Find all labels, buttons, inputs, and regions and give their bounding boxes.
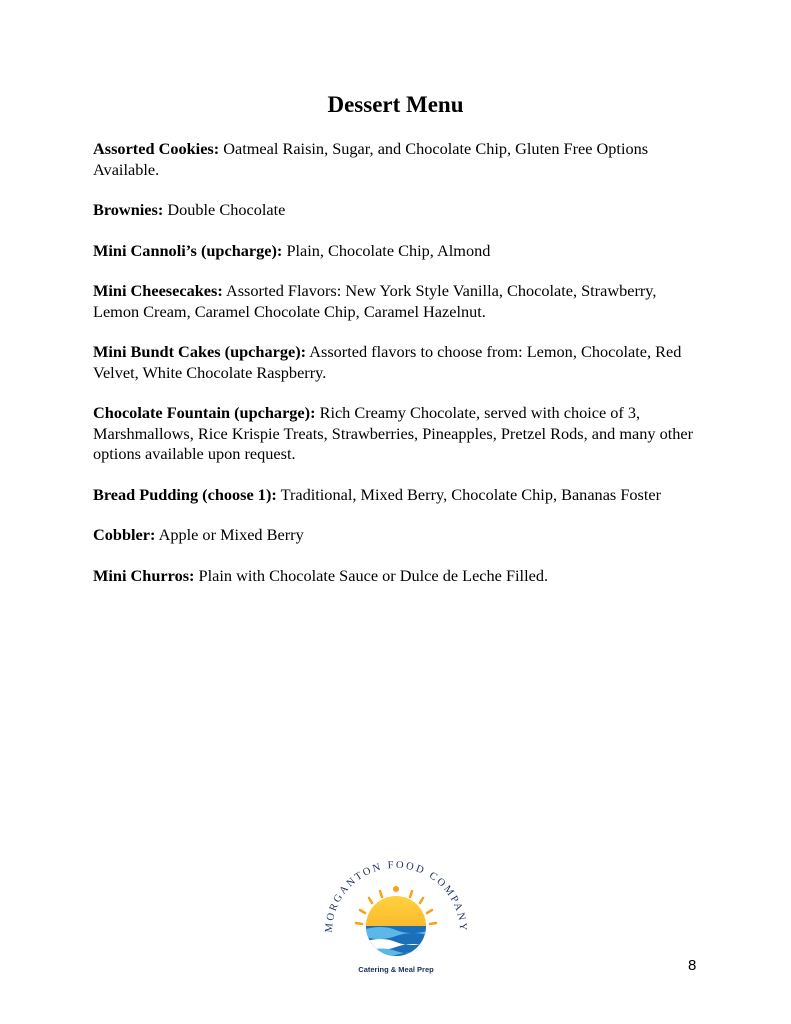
logo-graphic [322, 858, 470, 978]
item-name: Assorted Cookies: [93, 139, 220, 158]
company-logo [322, 858, 470, 978]
item-description: Double Chocolate [167, 200, 286, 219]
menu-item-mini-churros [93, 566, 698, 587]
logo-tagline: Catering & Meal Prep [358, 965, 434, 974]
water-waves-icon [362, 926, 432, 960]
item-name: Cobbler: [93, 525, 156, 544]
page-number: 8 [688, 957, 697, 974]
item-description: Plain with Chocolate Sauce or Dulce de Leche Filled. [198, 565, 549, 585]
item-name: Mini Cannoli’s (upcharge): [93, 240, 283, 260]
menu-item-bread-pudding [93, 485, 698, 506]
cloche-handle-icon [393, 886, 399, 892]
item-name: Bread Pudding (choose 1): [93, 484, 277, 504]
menu-item-mini-cheesecakes [93, 281, 698, 322]
item-description: Plain, Chocolate Chip, Almond [286, 240, 491, 260]
menu-item-mini-bundt-cakes [93, 342, 698, 383]
item-description: Traditional, Mixed Berry, Chocolate Chip, Bananas Foster [280, 484, 662, 504]
menu-item-brownies [93, 200, 698, 221]
item-name: Chocolate Fountain (upcharge): [93, 403, 316, 422]
item-name: Mini Churros: [93, 565, 195, 585]
item-name: Mini Bundt Cakes (upcharge): [93, 342, 307, 361]
item-description: Assorted flavors to choose from: Lemon, Chocolate, Red Velvet, White Chocolate Raspberry. [93, 342, 682, 382]
menu-item-mini-cannoli [93, 241, 698, 262]
page-title: Dessert Menu [327, 92, 464, 117]
item-description: Rich Creamy Chocolate, served with choice of 3, Marshmallows, Rice Krispie Treats, Strawberries, Pineapples, Pretzel Rods, and many other options available upon request. [93, 403, 694, 463]
menu-item-assorted-cookies [93, 139, 698, 180]
menu-item-cobbler [93, 525, 698, 546]
item-name: Mini Cheesecakes: [93, 281, 223, 300]
item-name: Brownies: [93, 200, 164, 219]
menu-item-chocolate-fountain [93, 403, 698, 465]
logo-company-name: MORGANTON FOOD COMPANY [323, 859, 469, 933]
item-description: Apple or Mixed Berry [158, 525, 304, 544]
item-description: Oatmeal Raisin, Sugar, and Chocolate Chip, Gluten Free Options Available. [93, 139, 649, 179]
item-description: Assorted Flavors: New York Style Vanilla, Chocolate, Strawberry, Lemon Cream, Caramel Chocolate Chip, Caramel Hazelnut. [93, 281, 657, 321]
dessert-menu-list [93, 139, 698, 606]
